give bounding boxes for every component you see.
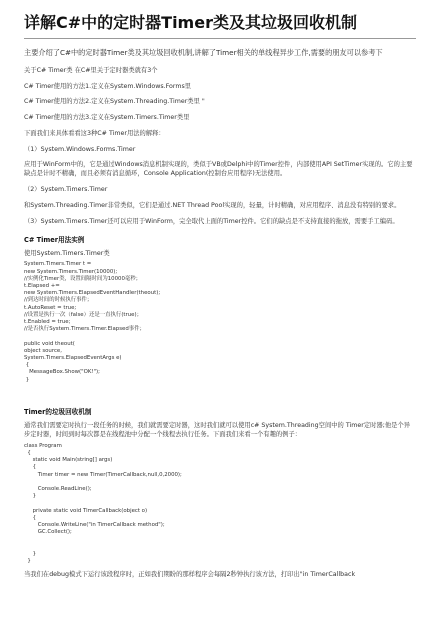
intro-line: C# Timer使用的方法1.定义在System.Windows.Forms里 [24,82,192,90]
title-divider [24,38,416,39]
code-line: System.Timers.Timer t = [24,261,92,268]
code-line: //到达时间的时候执行事件； [24,297,93,304]
code-line: { [24,450,31,456]
example-intro: 使用System.Timers.Timer类 [24,249,110,257]
code-line: Console.ReadLine(); [24,486,92,493]
intro-line: C# Timer使用的方法3.定义在System.Timers.Timer类里 [24,114,190,122]
example-heading: C# Timer用法实例 [24,235,85,244]
code-line: GC.Collect(); [24,529,72,536]
forms-timer-paragraph: 应用于WinForm中的，它是通过Windows消息机制实现的，类似于VB或Delphi中的Timer控件，内部使用API SetTimer实现的。它的主要缺点是计时不精确，而且必须有消息循环，Console Application(控制台应用程序)无法使用。 [24,161,413,178]
timers-timer-paragraph: （3）System.Timers.Timer还可以应用于WinForm，完全取代上面的Timer控件。它们的缺点是不支持直接的拖放，需要手工编码。 [24,217,399,225]
code-line: System.Timers.ElapsedEventArgs e) [24,355,122,362]
code-line: new System.Timers.ElapsedEventHandler(theout); [24,290,161,297]
code-line: new System.Timers.Timer(10000); [24,268,118,275]
code-line: //是否执行System.Timers.Timer.Elapsed事件； [24,326,145,333]
code-line: { [24,514,36,521]
code-line: Console.WriteLine("in TimerCallback method"); [24,522,165,529]
code-line: //设置是执行一次（false）还是一直执行(true)； [24,311,142,318]
code-line: //实例化Timer类，设置间隔时间为10000毫秒； [24,275,142,282]
code-block-gc [24,443,416,565]
code-line: t.Elapsed += [24,283,60,290]
code-line: } [24,376,30,383]
code-line: } [24,493,36,500]
intro-line: C# Timer使用的方法2.定义在System.Threading.Timer类里 " [24,98,205,106]
intro-line: （1）System.Windows.Forms.Timer [24,145,136,153]
intro-line: 关于C# Timer类 在C#里关于定时器类就有3个 [24,67,158,74]
article-title: 详解C#中的定时器Timer类及其垃圾回收机制 [24,13,357,32]
code-line: object source, [24,347,62,354]
threading-timer-item: （2）System.Timers.Timer [24,186,108,194]
footer-paragraph: 当我们在debug模式下运行该段程序时，正如我们期盼的那样程序会每隔2秒钟执行该方法，打印出"in TimerCallback [24,571,356,579]
code-line: { [24,464,36,471]
code-block-timers [24,261,416,383]
code-line: } [24,558,31,565]
code-line: public void theout( [24,340,75,347]
code-line: Timer timer = new Timer(TimerCallback,null,0,2000); [24,471,182,478]
code-line: t.Enabled = true; [24,319,71,326]
spacer [24,384,416,398]
code-line: { [24,362,30,369]
code-line: private static void TimerCallback(object o) [24,507,148,514]
threading-timer-paragraph: 和System.Threading.Timer非常类似，它们是通过.NET Thread Pool实现的，轻量，计时精确，对应用程序、消息没有特别的要求。 [24,201,401,209]
article-summary: 主要介绍了C#中的定时器Timer类及其垃圾回收机制,讲解了Timer相关的单线程异步工作,需要的朋友可以参考下 [24,48,383,57]
gc-paragraph: 通常我们需要定时执行一段任务的时候，我们就需要定时器，这时我们就可以使用c# System.Threading空间中的 Timer定时器;他是个异步定时器，时间到时每次都是在线程池中分配一个线程去执行任务。下面我们来看一个有趣的例子： [24,421,411,439]
intro-line: 下面我们来具体看看这3种C# Timer用法的解释： [24,129,165,137]
code-line: MessageBox.Show("OK!"); [24,369,100,376]
code-line: class Program [24,442,62,449]
code-line: } [24,550,36,557]
gc-heading: Timer的垃圾回收机制 [24,407,92,416]
code-line: static void Main(string[] args) [24,457,113,464]
code-line: t.AutoReset = true; [24,304,77,311]
